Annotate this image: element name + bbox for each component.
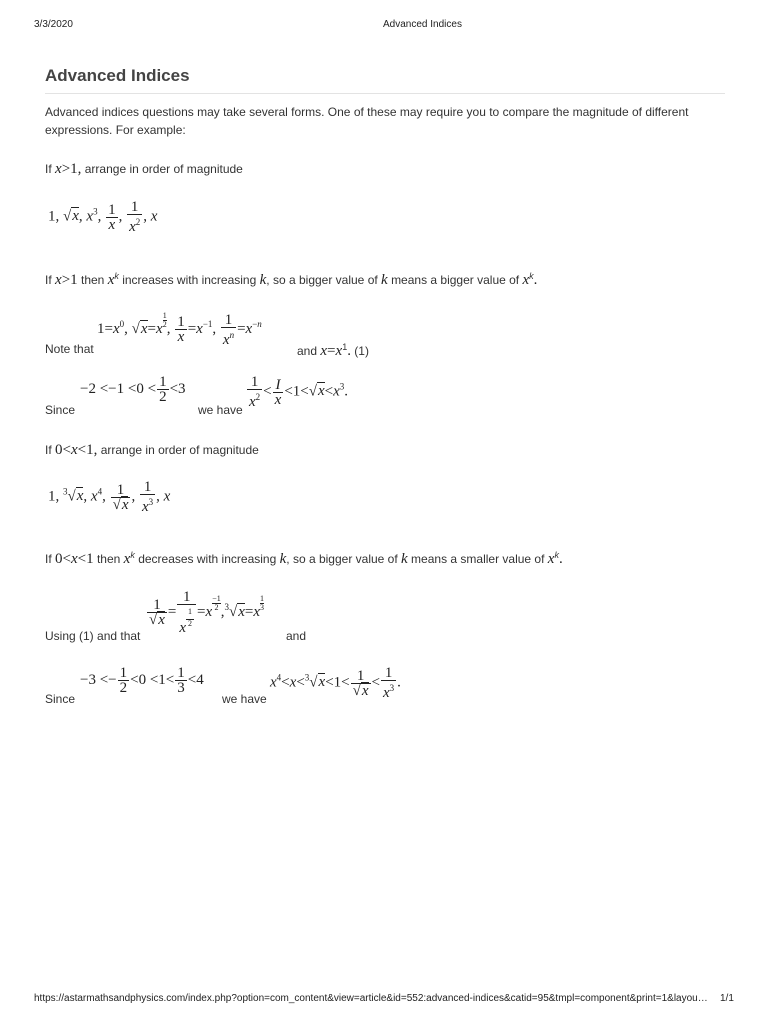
we-have-label-1: we have <box>198 403 243 417</box>
intro-paragraph: Advanced indices questions may take several forms. One of these may require you to compare the magnitude of different expressions. For example: <box>45 105 689 137</box>
print-page-number: 1/1 <box>720 993 734 1004</box>
print-title: Advanced Indices <box>383 19 462 30</box>
case2-result: $x^4<x<^3√x<1<$ $\frac{1}{√x}$ < $\frac{1}{x^3}$ . <box>270 665 401 701</box>
case1-explanation: If x>1 then $x^k$ increases with increasing k, so a bigger value of k means a bigger value of $x^k$. <box>45 271 538 288</box>
since-label-1: Since <box>45 403 76 417</box>
case2-expression-list: 1, $^3$√x, $x^4$, $\frac{1}{√x}$ , $\frac{1}{x^3}$ , x <box>48 479 171 515</box>
heading-divider <box>45 93 725 94</box>
since-label-2: Since <box>45 692 76 706</box>
using-and-label: and <box>286 629 307 643</box>
we-have-label-2: we have <box>222 692 267 706</box>
case2-explanation: If 0<x<1 then $x^k$ decreases with increasing k, so a bigger value of k means a smaller value of $x^k$. <box>45 550 563 567</box>
print-url: https://astarmathsandphysics.com/index.php?option=com_content&view=article&id=552:advanced-indices&catid=95&tmpl=component&print=1&layou… <box>34 993 708 1004</box>
note-and-clause: and $x=x^1$. (1) <box>297 342 369 359</box>
case2-question: If 0<x<1, arrange in order of magnitude <box>45 442 259 458</box>
case1-result: $\frac{1}{x^2}$ < $\frac{I}{x}$ $<1<√x<x^3$. <box>249 374 349 410</box>
since-inequality-2: −3 <− $\frac{1}{2}$ <0 <1< $\frac{1}{3}$ <4 <box>80 665 204 696</box>
case1-question: If x>1, arrange in order of magnitude <box>45 161 243 177</box>
math-x-gt-1: x <box>55 161 62 177</box>
print-date: 3/3/2020 <box>34 19 73 30</box>
using-label: Using (1) and that <box>45 629 141 643</box>
since-inequality-1: −2 <−1 <0 < $\frac{1}{2}$ <3 <box>80 374 186 405</box>
note-identities: $1=x^0$, √x=x $\frac{1}{2}$, $\frac{1}{x}$ $=x^{-1}$, $\frac{1}{x^n}$ $=x^{-n}$ <box>97 311 262 348</box>
case1-expression-list: 1, √x, $x^3$, $\frac{1}{x}$ , $\frac{1}{x^2}$ , x <box>48 199 158 235</box>
case2-identities: $\frac{1}{√x}$ = 1 x $\frac{1}{2}$ =x $\frac{-1}{2},^3√x=x$ $\frac{1}{3}$ <box>149 589 264 636</box>
page-title: Advanced Indices <box>45 66 190 85</box>
note-that-label: Note that <box>45 342 94 356</box>
